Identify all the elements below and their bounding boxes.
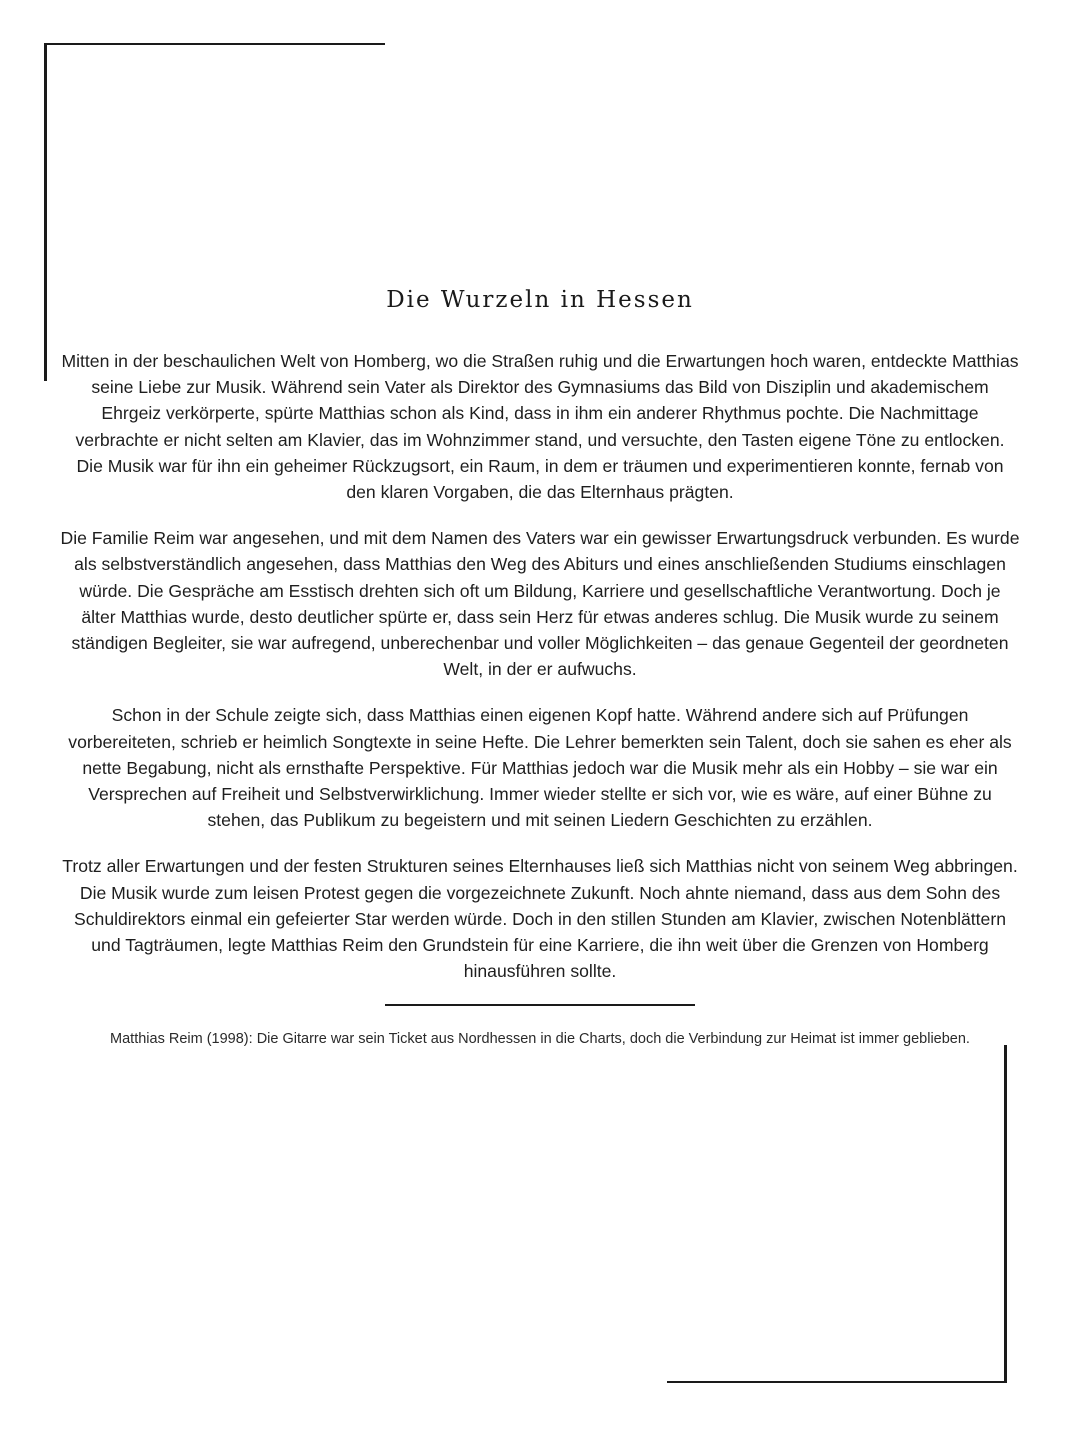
body-paragraph-3: Schon in der Schule zeigte sich, dass Matthias einen eigenen Kopf hatte. Während andere sich auf Prüfungen vorbereiteten, schrieb er heimlich Songtexte in seine Hefte. Die Lehrer bemerkten sein Talent, doch sie sahen es eher als nette Begabung, nicht als ernsthafte Perspektive. Für Matthias jedoch war die Musik mehr als ein Hobby – sie war ein Versprechen auf Freiheit und Selbstverwirklichung. Immer wieder stellte er sich vor, wie es wäre, auf einer Bühne zu stehen, das Publikum zu begeistern und mit seinen Liedern Geschichten zu erzählen. bbox=[68, 705, 1012, 831]
body-paragraph-4: Trotz aller Erwartungen und der festen Strukturen seines Elternhauses ließ sich Matthias nicht von seinem Weg abbringen. Die Musik wurde zum leisen Protest gegen die vorgezeichnete Zukunft. Noch ahnte niemand, dass aus dem Sohn des Schuldirektors einmal ein gefeierter Star werden würde. Doch in den stillen Stunden am Klavier, zwischen Notenblättern und Tagträumen, legte Matthias Reim den Grundstein für eine Karriere, die ihn weit über die Grenzen von Homberg hinausführen sollte. bbox=[62, 856, 1018, 982]
chapter-title: Die Wurzeln in Hessen bbox=[386, 287, 694, 313]
image-caption: Matthias Reim (1998): Die Gitarre war sein Ticket aus Nordhessen in die Charts, doch die Verbindung zur Heimat ist immer geblieben. bbox=[110, 1031, 970, 1048]
caption-divider bbox=[385, 1004, 695, 1006]
corner-frame-top-left-horizontal bbox=[44, 43, 385, 45]
body-paragraph-1: Mitten in der beschaulichen Welt von Homberg, wo die Straßen ruhig und die Erwartungen hoch waren, entdeckte Matthias seine Liebe zur Musik. Während sein Vater als Direktor des Gymnasiums das Bild von Disziplin und akademischem Ehrgeiz verkörperte, spürte Matthias schon als Kind, dass in ihm ein anderer Rhythmus pochte. Die Nachmittage verbrachte er nicht selten am Klavier, das im Wohnzimmer stand, und versuchte, den Tasten eigene Töne zu entlocken. Die Musik war für ihn ein geheimer Rückzugsort, ein Raum, in dem er träumen und experimentieren konnte, fernab von den klaren Vorgaben, die das Elternhaus prägten. bbox=[61, 351, 1019, 503]
corner-frame-bottom-right-vertical bbox=[1004, 1045, 1007, 1383]
corner-frame-bottom-right-horizontal bbox=[667, 1381, 1007, 1383]
corner-frame-top-left-vertical bbox=[44, 43, 47, 381]
body-paragraph-2: Die Familie Reim war angesehen, und mit dem Namen des Vaters war ein gewisser Erwartungsdruck verbunden. Es wurde als selbstverständlich angesehen, dass Matthias den Weg des Abiturs und eines anschließenden Studiums einschlagen würde. Die Gespräche am Esstisch drehten sich oft um Bildung, Karriere und gesellschaftliche Verantwortung. Doch je älter Matthias wurde, desto deutlicher spürte er, dass sein Herz für etwas anderes schlug. Die Musik wurde zu seinem ständigen Begleiter, sie war aufregend, unberechenbar und voller Möglichkeiten – das genaue Gegenteil der geordneten Welt, in der er aufwuchs. bbox=[60, 528, 1020, 680]
chapter-content bbox=[60, 282, 1020, 1052]
